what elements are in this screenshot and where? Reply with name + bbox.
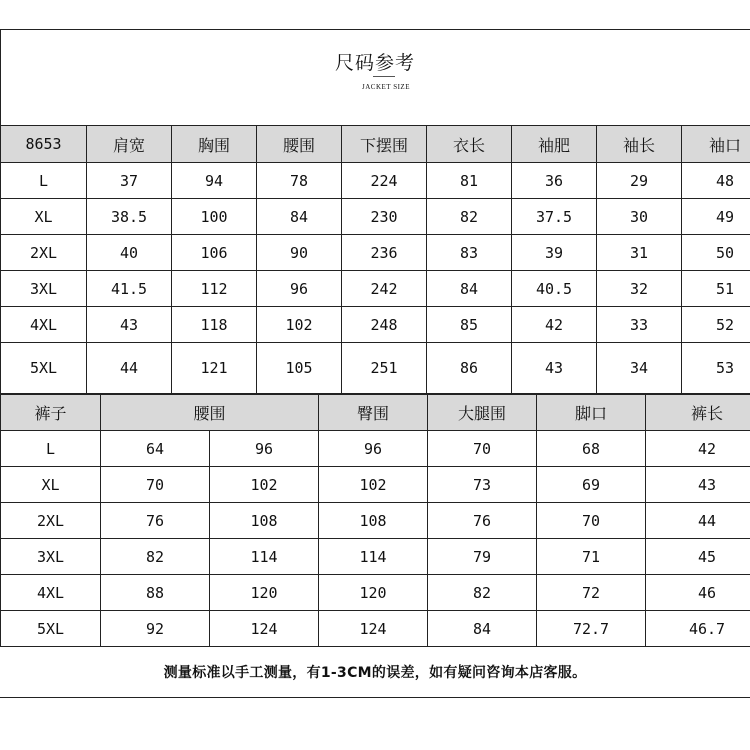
header-box [0,29,750,125]
measurement-cell: 76 [101,503,210,539]
size-label-cell: 5XL [1,343,87,394]
pants-col-header: 腰围 [101,395,319,431]
measurement-cell: 37 [87,163,172,199]
measurement-cell: 100 [172,199,257,235]
measurement-cell: 51 [682,271,750,307]
measurement-cell: 84 [427,271,512,307]
measurement-cell: 90 [257,235,342,271]
measurement-cell: 43 [512,343,597,394]
measurement-cell: 81 [427,163,512,199]
measurement-cell: 82 [428,575,537,611]
measurement-cell: 96 [257,271,342,307]
pants-col-header: 大腿围 [428,395,537,431]
measurement-cell: 40.5 [512,271,597,307]
table-row [1,163,750,199]
table-row [1,199,750,235]
table-row [1,235,750,271]
measurement-cell: 82 [101,539,210,575]
measurement-cell: 39 [512,235,597,271]
measurement-cell: 29 [597,163,682,199]
jacket-col-header: 胸围 [172,126,257,163]
pants-col-header: 裤长 [646,395,750,431]
measurement-cell: 43 [87,307,172,343]
size-label-cell: XL [1,199,87,235]
measurement-cell: 251 [342,343,427,394]
measurement-cell: 114 [210,539,319,575]
measurement-note: 测量标准以手工测量，有1-3CM的误差，如有疑问咨询本店客服。 [163,665,587,681]
pants-size-table [0,394,750,647]
measurement-cell: 53 [682,343,750,394]
measurement-cell: 46 [646,575,750,611]
measurement-cell: 52 [682,307,750,343]
measurement-cell: 42 [512,307,597,343]
measurement-cell: 118 [172,307,257,343]
measurement-cell: 41.5 [87,271,172,307]
measurement-cell: 37.5 [512,199,597,235]
measurement-cell: 86 [427,343,512,394]
jacket-col-header: 肩宽 [87,126,172,163]
table-row [1,467,750,503]
measurement-cell: 88 [101,575,210,611]
measurement-cell: 46.7 [646,611,750,647]
measurement-cell: 83 [427,235,512,271]
measurement-cell: 102 [319,467,428,503]
size-label-cell: 3XL [1,271,87,307]
pants-col-header: 裤子 [1,395,101,431]
measurement-cell: 36 [512,163,597,199]
measurement-cell: 32 [597,271,682,307]
measurement-cell: 96 [319,431,428,467]
jacket-col-header: 袖肥 [512,126,597,163]
measurement-cell: 94 [172,163,257,199]
measurement-cell: 40 [87,235,172,271]
measurement-cell: 45 [646,539,750,575]
measurement-cell: 105 [257,343,342,394]
jacket-col-header: 袖口 [682,126,750,163]
measurement-cell: 48 [682,163,750,199]
measurement-cell: 108 [319,503,428,539]
measurement-cell: 38.5 [87,199,172,235]
measurement-cell: 106 [172,235,257,271]
measurement-cell: 102 [210,467,319,503]
measurement-cell: 224 [342,163,427,199]
page-subtitle: JACKET SIZE [362,83,410,91]
jacket-col-header: 衣长 [427,126,512,163]
measurement-cell: 44 [646,503,750,539]
measurement-cell: 64 [101,431,210,467]
measurement-cell: 114 [319,539,428,575]
jacket-header-row [1,126,750,163]
title-divider [373,76,395,77]
jacket-col-header: 8653 [1,126,87,163]
measurement-cell: 50 [682,235,750,271]
table-row [1,431,750,467]
measurement-cell: 71 [537,539,646,575]
table-row [1,611,750,647]
measurement-cell: 120 [319,575,428,611]
measurement-cell: 120 [210,575,319,611]
jacket-size-table [0,125,750,394]
table-row [1,271,750,307]
measurement-cell: 92 [101,611,210,647]
measurement-cell: 84 [257,199,342,235]
size-label-cell: 2XL [1,503,101,539]
measurement-cell: 78 [257,163,342,199]
size-label-cell: 4XL [1,307,87,343]
measurement-cell: 33 [597,307,682,343]
measurement-cell: 34 [597,343,682,394]
table-row [1,575,750,611]
measurement-cell: 248 [342,307,427,343]
measurement-cell: 236 [342,235,427,271]
measurement-cell: 85 [427,307,512,343]
size-label-cell: 3XL [1,539,101,575]
measurement-cell: 42 [646,431,750,467]
measurement-cell: 70 [101,467,210,503]
table-row [1,503,750,539]
measurement-cell: 31 [597,235,682,271]
jacket-col-header: 袖长 [597,126,682,163]
measurement-cell: 124 [319,611,428,647]
measurement-cell: 102 [257,307,342,343]
measurement-cell: 96 [210,431,319,467]
size-label-cell: L [1,163,87,199]
measurement-cell: 82 [427,199,512,235]
measurement-cell: 43 [646,467,750,503]
measurement-cell: 112 [172,271,257,307]
measurement-cell: 44 [87,343,172,394]
bottom-divider [0,697,750,698]
measurement-cell: 73 [428,467,537,503]
measurement-cell: 49 [682,199,750,235]
table-row [1,307,750,343]
jacket-col-header: 下摆围 [342,126,427,163]
table-row [1,343,750,394]
measurement-cell: 69 [537,467,646,503]
page-title: 尺码参考 [334,52,415,74]
measurement-cell: 70 [537,503,646,539]
measurement-cell: 230 [342,199,427,235]
size-label-cell: 2XL [1,235,87,271]
size-label-cell: L [1,431,101,467]
size-label-cell: XL [1,467,101,503]
measurement-cell: 79 [428,539,537,575]
pants-col-header: 脚口 [537,395,646,431]
measurement-cell: 242 [342,271,427,307]
measurement-cell: 72 [537,575,646,611]
pants-header-row [1,395,750,431]
measurement-cell: 124 [210,611,319,647]
measurement-cell: 84 [428,611,537,647]
size-label-cell: 5XL [1,611,101,647]
measurement-cell: 72.7 [537,611,646,647]
table-row [1,539,750,575]
measurement-cell: 70 [428,431,537,467]
measurement-cell: 68 [537,431,646,467]
measurement-cell: 76 [428,503,537,539]
jacket-col-header: 腰围 [257,126,342,163]
size-label-cell: 4XL [1,575,101,611]
pants-col-header: 臀围 [319,395,428,431]
measurement-cell: 30 [597,199,682,235]
measurement-cell: 121 [172,343,257,394]
measurement-cell: 108 [210,503,319,539]
